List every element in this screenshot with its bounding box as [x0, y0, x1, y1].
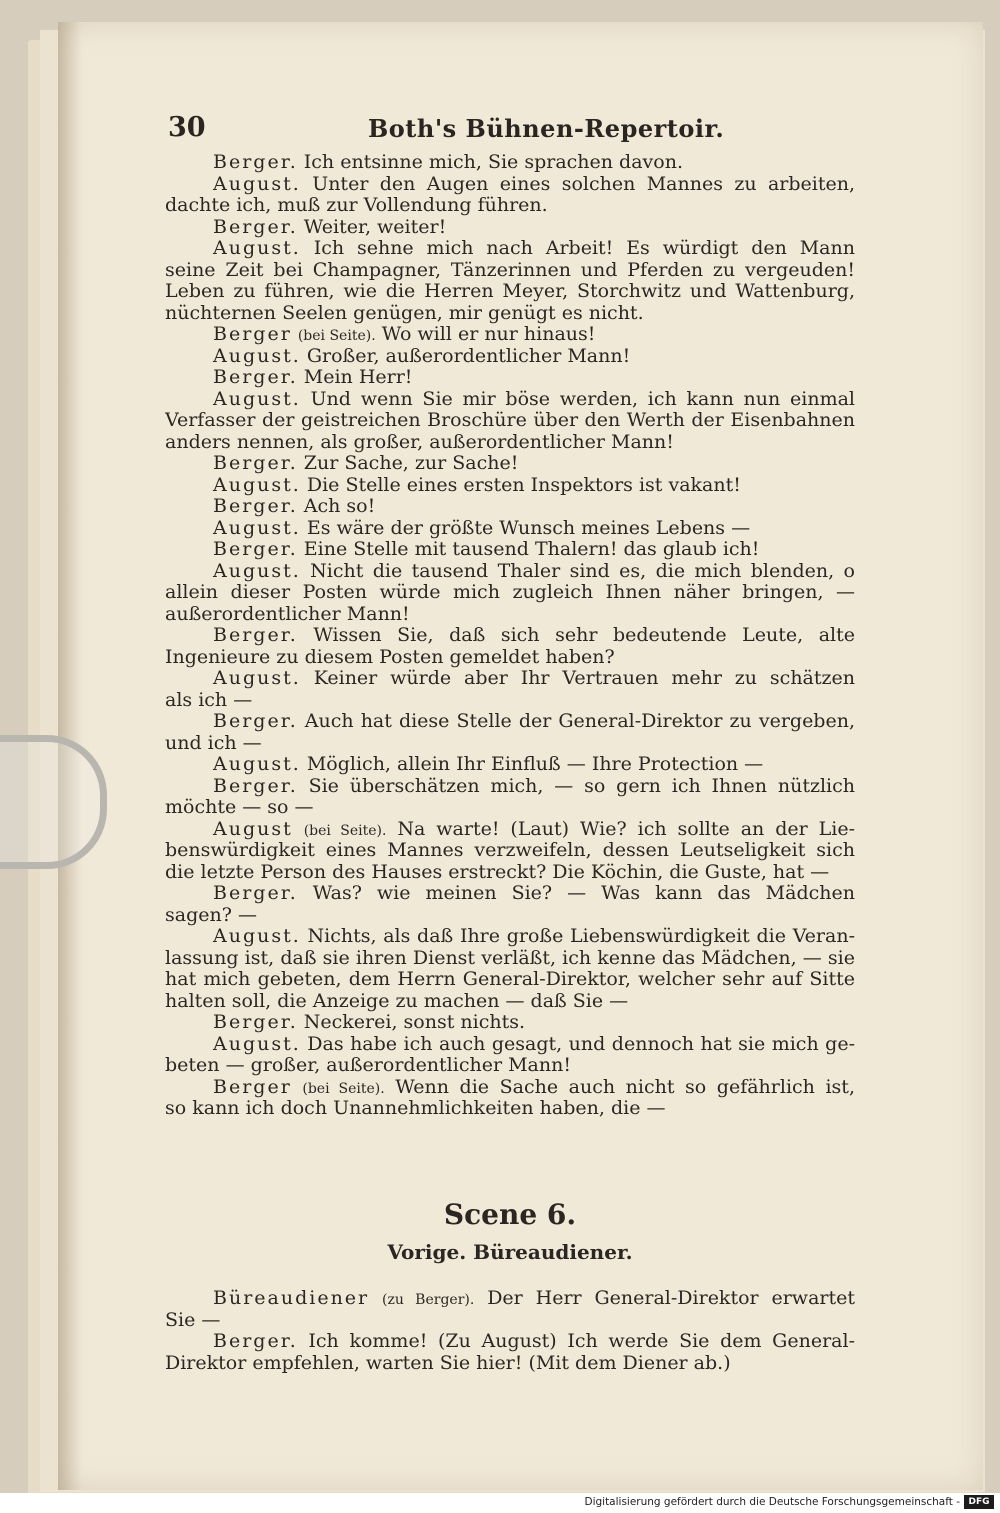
- line-text: Zur Sache, zur Sache!: [303, 452, 519, 474]
- line-text: Das habe ich auch gesagt, und dennoch hat sie mich ge-: [307, 1033, 855, 1055]
- speaker-name: August.: [213, 1033, 301, 1055]
- text-line: [165, 711, 855, 733]
- line-text: seine Zeit bei Champagner, Tänzerinnen und Pferden zu vergeuden!: [165, 259, 855, 281]
- text-line: [165, 883, 855, 905]
- line-text: sagen? —: [165, 903, 257, 926]
- page-number: 30: [168, 112, 206, 143]
- line-text: Der Herr General-Direktor erwartet: [487, 1288, 855, 1309]
- speaker-name: Berger.: [213, 495, 298, 517]
- line-text: die letzte Person des Hauses erstreckt? Die Köchin, die Guste, hat —: [165, 860, 830, 883]
- text-line: [165, 754, 855, 776]
- speaker-name: August.: [213, 560, 301, 582]
- text-line: [165, 1353, 855, 1375]
- line-text: Ich sehne mich nach Arbeit! Es würdigt den Mann: [313, 238, 855, 259]
- speaker-name: August: [213, 818, 293, 840]
- line-text: Leben zu führen, wie die Herren Meyer, Storchwitz und Wattenburg,: [165, 281, 855, 302]
- line-text: Wenn die Sache auch nicht so gefährlich ist,: [395, 1076, 855, 1098]
- text-line: [165, 281, 855, 303]
- text-line: [165, 905, 855, 927]
- text-line: [165, 475, 855, 497]
- text-line: [165, 797, 855, 819]
- speaker-name: August.: [213, 173, 301, 195]
- speaker-name: Berger.: [213, 625, 298, 646]
- speaker-name: Berger.: [213, 151, 298, 173]
- scene-dialogue-block: [165, 1288, 855, 1374]
- line-text: halten soll, die Anzeige zu machen — daß Sie —: [165, 989, 629, 1012]
- line-text: möchte — so —: [165, 796, 314, 818]
- line-text: als ich —: [165, 688, 253, 711]
- text-line: [165, 969, 855, 991]
- text-line: [165, 1034, 855, 1056]
- line-text: Direktor empfehlen, warten Sie hier! (Mit dem Diener ab.): [165, 1351, 731, 1374]
- text-line: [165, 1288, 855, 1310]
- speaker-name: Berger.: [213, 1331, 298, 1352]
- line-text: lassung ist, daß sie ihren Dienst verläßt, ich kenne das Mädchen, — sie: [165, 947, 855, 969]
- text-line: [165, 432, 855, 454]
- text-line: [165, 561, 855, 583]
- speaker-name: August.: [213, 238, 301, 259]
- stage-direction: (bei Seite).: [302, 1080, 385, 1097]
- line-text: Ingenieure zu diesem Posten gemeldet haben?: [165, 645, 615, 668]
- text-line: [165, 840, 855, 862]
- line-text: und ich —: [165, 731, 262, 754]
- speaker-name: Berger: [213, 1076, 292, 1098]
- speaker-name: Berger.: [213, 538, 298, 560]
- text-line: [165, 539, 855, 561]
- dialogue-block: [165, 152, 855, 1120]
- text-line: [165, 862, 855, 884]
- dfg-logo: DFG: [964, 1495, 994, 1509]
- text-line: [165, 1098, 855, 1120]
- text-line: [165, 346, 855, 368]
- speaker-name: Berger.: [213, 711, 298, 732]
- line-text: Und wenn Sie mir böse werden, ich kann nun einmal: [310, 388, 855, 410]
- text-line: [165, 410, 855, 432]
- speaker-name: August.: [213, 926, 301, 947]
- line-text: dachte ich, muß zur Vollendung führen.: [165, 194, 548, 216]
- text-line: [165, 819, 855, 841]
- text-line: [165, 1055, 855, 1077]
- text-line: [165, 367, 855, 389]
- line-text: nüchternen Seelen genügen, mir genügt es nicht.: [165, 301, 644, 324]
- text-line: [165, 582, 855, 604]
- line-text: Eine Stelle mit tausend Thalern! das glaub ich!: [303, 538, 760, 560]
- line-text: Ach so!: [303, 495, 376, 517]
- line-text: Großer, außerordentlicher Mann!: [306, 344, 631, 367]
- paper-clip: [0, 735, 107, 869]
- line-text: Na warte! (Laut) Wie? ich sollte an der Lie-: [397, 818, 855, 840]
- text-line: [165, 152, 855, 174]
- text-line: [165, 174, 855, 196]
- line-text: Ich entsinne mich, Sie sprachen davon.: [303, 151, 683, 173]
- speaker-name: August.: [213, 516, 301, 539]
- line-text: Mein Herr!: [303, 366, 413, 388]
- line-text: Unter den Augen eines solchen Mannes zu arbeiten,: [312, 173, 855, 195]
- text-line: [165, 1012, 855, 1034]
- text-line: [165, 625, 855, 647]
- line-text: Auch hat diese Stelle der General-Direktor zu vergeben,: [304, 711, 855, 732]
- speaker-name: August.: [213, 473, 301, 496]
- text-line: [165, 303, 855, 325]
- scene-title: Scene 6.: [443, 1198, 577, 1231]
- text-line: [165, 668, 855, 690]
- line-text: Es wäre der größte Wunsch meines Lebens —: [306, 516, 751, 539]
- line-text: Ich komme! (Zu August) Ich werde Sie dem General-: [308, 1331, 855, 1352]
- stage-direction: (bei Seite).: [297, 328, 376, 344]
- line-text: allein dieser Posten würde mich zugleich Ihnen näher bringen, —: [165, 582, 855, 603]
- line-text: Die Stelle eines ersten Inspektors ist vakant!: [306, 473, 741, 496]
- speaker-name: Berger: [213, 323, 292, 345]
- line-text: Nichts, als daß Ihre große Liebenswürdigkeit die Veran-: [307, 926, 855, 947]
- speaker-name: Berger.: [213, 1011, 298, 1033]
- text-line: [165, 1331, 855, 1353]
- speaker-name: Berger.: [213, 452, 298, 474]
- speaker-name: Berger.: [213, 215, 298, 238]
- text-line: [165, 926, 855, 948]
- text-line: [165, 389, 855, 411]
- line-text: Keiner würde aber Ihr Vertrauen mehr zu schätzen: [313, 668, 855, 689]
- text-line: [165, 324, 855, 346]
- line-text: außerordentlicher Mann!: [165, 602, 410, 625]
- text-line: [165, 647, 855, 669]
- speaker-name: August.: [213, 388, 301, 410]
- text-line: [165, 195, 855, 217]
- line-text: beten — großer, außerordentlicher Mann!: [165, 1054, 571, 1076]
- speaker-name: Berger.: [213, 366, 298, 388]
- speaker-name: August.: [213, 668, 301, 689]
- line-text: Neckerei, sonst nichts.: [303, 1011, 525, 1033]
- speaker-name: Büreaudiener: [213, 1288, 370, 1309]
- stage-direction: (bei Seite).: [303, 822, 387, 839]
- text-line: [165, 260, 855, 282]
- line-text: Weiter, weiter!: [303, 215, 447, 238]
- line-text: Verfasser der geistreichen Broschüre über den Werth der Eisenbahnen: [165, 410, 855, 431]
- text-line: [165, 496, 855, 518]
- page-header: [168, 112, 858, 146]
- speaker-name: Berger.: [213, 883, 298, 904]
- text-line: [165, 453, 855, 475]
- line-text: Sie —: [165, 1308, 221, 1331]
- line-text: Möglich, allein Ihr Einfluß — Ihre Protection —: [306, 753, 764, 775]
- speaker-name: August.: [213, 753, 301, 775]
- speaker-name: Berger.: [213, 775, 298, 797]
- running-head: Both's Bühnen-Repertoir.: [368, 114, 725, 143]
- footer-credit: Digitalisierung gefördert durch die Deutsche Forschungsgemeinschaft -: [584, 1496, 960, 1508]
- text-line: [165, 217, 855, 239]
- line-text: Wissen Sie, daß sich sehr bedeutende Leute, alte: [313, 625, 855, 646]
- text-line: [165, 776, 855, 798]
- text-line: [165, 690, 855, 712]
- line-text: benswürdigkeit eines Mannes verzweifeln, dessen Leutseligkeit sich: [165, 840, 855, 861]
- line-text: anders nennen, als großer, außerordentlicher Mann!: [165, 430, 674, 453]
- text-line: [165, 948, 855, 970]
- speaker-name: August.: [213, 344, 301, 367]
- text-line: [165, 604, 855, 626]
- text-line: [165, 1077, 855, 1099]
- line-text: Sie überschätzen mich, — so gern ich Ihnen nützlich: [308, 775, 855, 797]
- line-text: Wo will er nur hinaus!: [381, 323, 596, 345]
- text-line: [165, 991, 855, 1013]
- text-line: [165, 518, 855, 540]
- text-line: [165, 1310, 855, 1332]
- scene-persons: Vorige. Büreaudiener.: [387, 1240, 633, 1264]
- line-text: so kann ich doch Unannehmlichkeiten haben, die —: [165, 1097, 666, 1119]
- line-text: hat mich gebeten, dem Herrn General-Direktor, welcher sehr auf Sitte: [165, 969, 855, 990]
- line-text: Nicht die tausend Thaler sind es, die mich blenden, o: [310, 560, 855, 582]
- text-line: [165, 238, 855, 260]
- text-line: [165, 733, 855, 755]
- line-text: Was? wie meinen Sie? — Was kann das Mädchen: [312, 883, 855, 904]
- stage-direction: (zu Berger).: [382, 1292, 475, 1308]
